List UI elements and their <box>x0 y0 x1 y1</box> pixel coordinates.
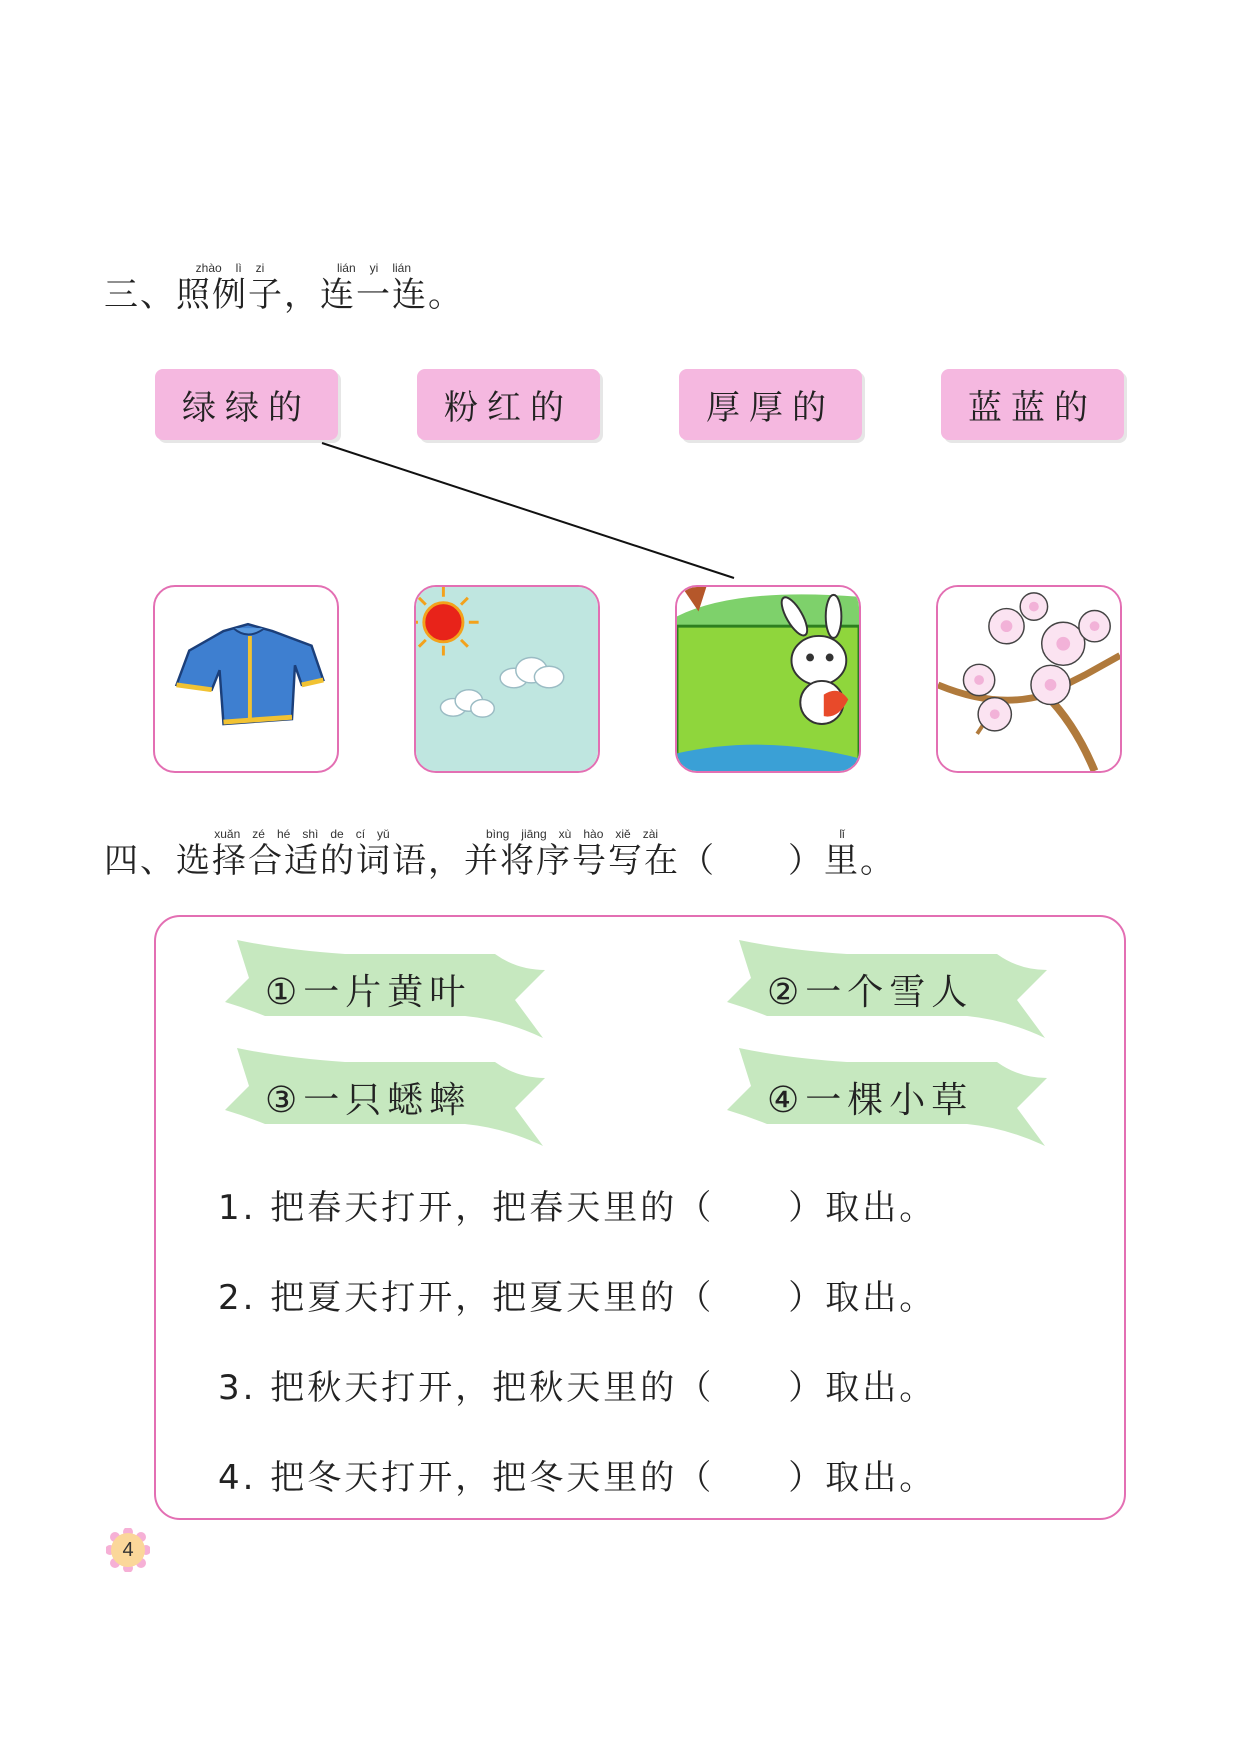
punctuation: 。 <box>428 275 464 315</box>
ruby-word <box>176 261 284 315</box>
word-card-pink[interactable]: 粉红的 <box>417 369 600 440</box>
pinyin-syllable: zé <box>252 827 265 841</box>
ruby-word <box>464 827 680 881</box>
pinyin-syllable: cí <box>355 827 366 841</box>
punctuation: ， <box>428 841 464 881</box>
sun-sky-icon <box>416 587 598 771</box>
option-ribbon-2[interactable] <box>727 930 1057 1040</box>
word-card-thick[interactable]: 厚厚的 <box>679 369 862 440</box>
page-number: 4 <box>122 1538 134 1561</box>
hanzi: 里 <box>824 841 860 881</box>
sentence-4: 4. 把冬天打开，把冬天里的（ ）取出。 <box>218 1458 937 1498</box>
answer-blank: （ ） <box>680 841 824 881</box>
pinyin-syllable: lián <box>392 261 412 275</box>
hanzi: 照例子 <box>176 275 284 315</box>
pinyin-syllable: hào <box>583 827 604 841</box>
punctuation: 。 <box>860 841 896 881</box>
option-ribbon-1[interactable] <box>225 930 555 1040</box>
pinyin-syllable: zi <box>255 261 265 275</box>
sentence-1: 1. 把春天打开，把春天里的（ ）取出。 <box>218 1188 937 1228</box>
ruby-word <box>320 261 428 315</box>
option-ribbon-4[interactable] <box>727 1038 1057 1148</box>
pinyin-syllable: yi <box>369 261 379 275</box>
pinyin-syllable: de <box>330 827 344 841</box>
pinyin-syllable: jiāng <box>521 827 547 841</box>
pinyin-syllable: xiě <box>615 827 631 841</box>
word-card-blue[interactable]: 蓝蓝的 <box>941 369 1124 440</box>
section-4-heading <box>104 827 896 881</box>
word-card-green[interactable]: 绿绿的 <box>155 369 338 440</box>
option-label: ③一只蟋蟀 <box>265 1080 472 1121</box>
rabbit-grass-picture[interactable] <box>675 585 861 773</box>
sun-sky-picture[interactable] <box>414 585 600 773</box>
peach-blossom-icon <box>938 587 1120 771</box>
section-3-heading <box>104 261 464 315</box>
coat-icon <box>155 587 337 771</box>
option-label: ①一片黄叶 <box>265 972 472 1013</box>
pinyin-syllable: lián <box>336 261 356 275</box>
hanzi: 并将序号写在 <box>464 841 680 881</box>
pinyin-syllable: hé <box>276 827 291 841</box>
hanzi: 连一连 <box>320 275 428 315</box>
pinyin-syllable: lǐ <box>839 827 845 841</box>
section-number: 四、 <box>104 841 176 881</box>
pinyin-syllable: zhào <box>195 261 222 275</box>
section-number: 三、 <box>104 275 176 315</box>
option-label: ②一个雪人 <box>767 972 974 1013</box>
pinyin-syllable: zài <box>642 827 659 841</box>
blossom-picture[interactable] <box>936 585 1122 773</box>
page-number-badge <box>106 1528 150 1572</box>
ruby-word <box>176 827 428 881</box>
pinyin-syllable: yǔ <box>377 827 390 841</box>
pinyin-syllable: lì <box>235 261 242 275</box>
coat-picture[interactable] <box>153 585 339 773</box>
option-label: ④一棵小草 <box>767 1080 974 1121</box>
pinyin-syllable: shì <box>302 827 319 841</box>
option-ribbon-3[interactable] <box>225 1038 555 1148</box>
sentence-2: 2. 把夏天打开，把夏天里的（ ）取出。 <box>218 1278 937 1318</box>
pinyin-syllable: bìng <box>485 827 510 841</box>
ruby-word <box>824 827 860 881</box>
punctuation: ， <box>284 275 320 315</box>
hanzi: 选择合适的词语 <box>176 841 428 881</box>
sentence-3: 3. 把秋天打开，把秋天里的（ ）取出。 <box>218 1368 937 1408</box>
pinyin-syllable: xù <box>558 827 572 841</box>
rabbit-grass-icon <box>677 587 859 771</box>
pinyin-syllable: xuǎn <box>214 827 241 841</box>
